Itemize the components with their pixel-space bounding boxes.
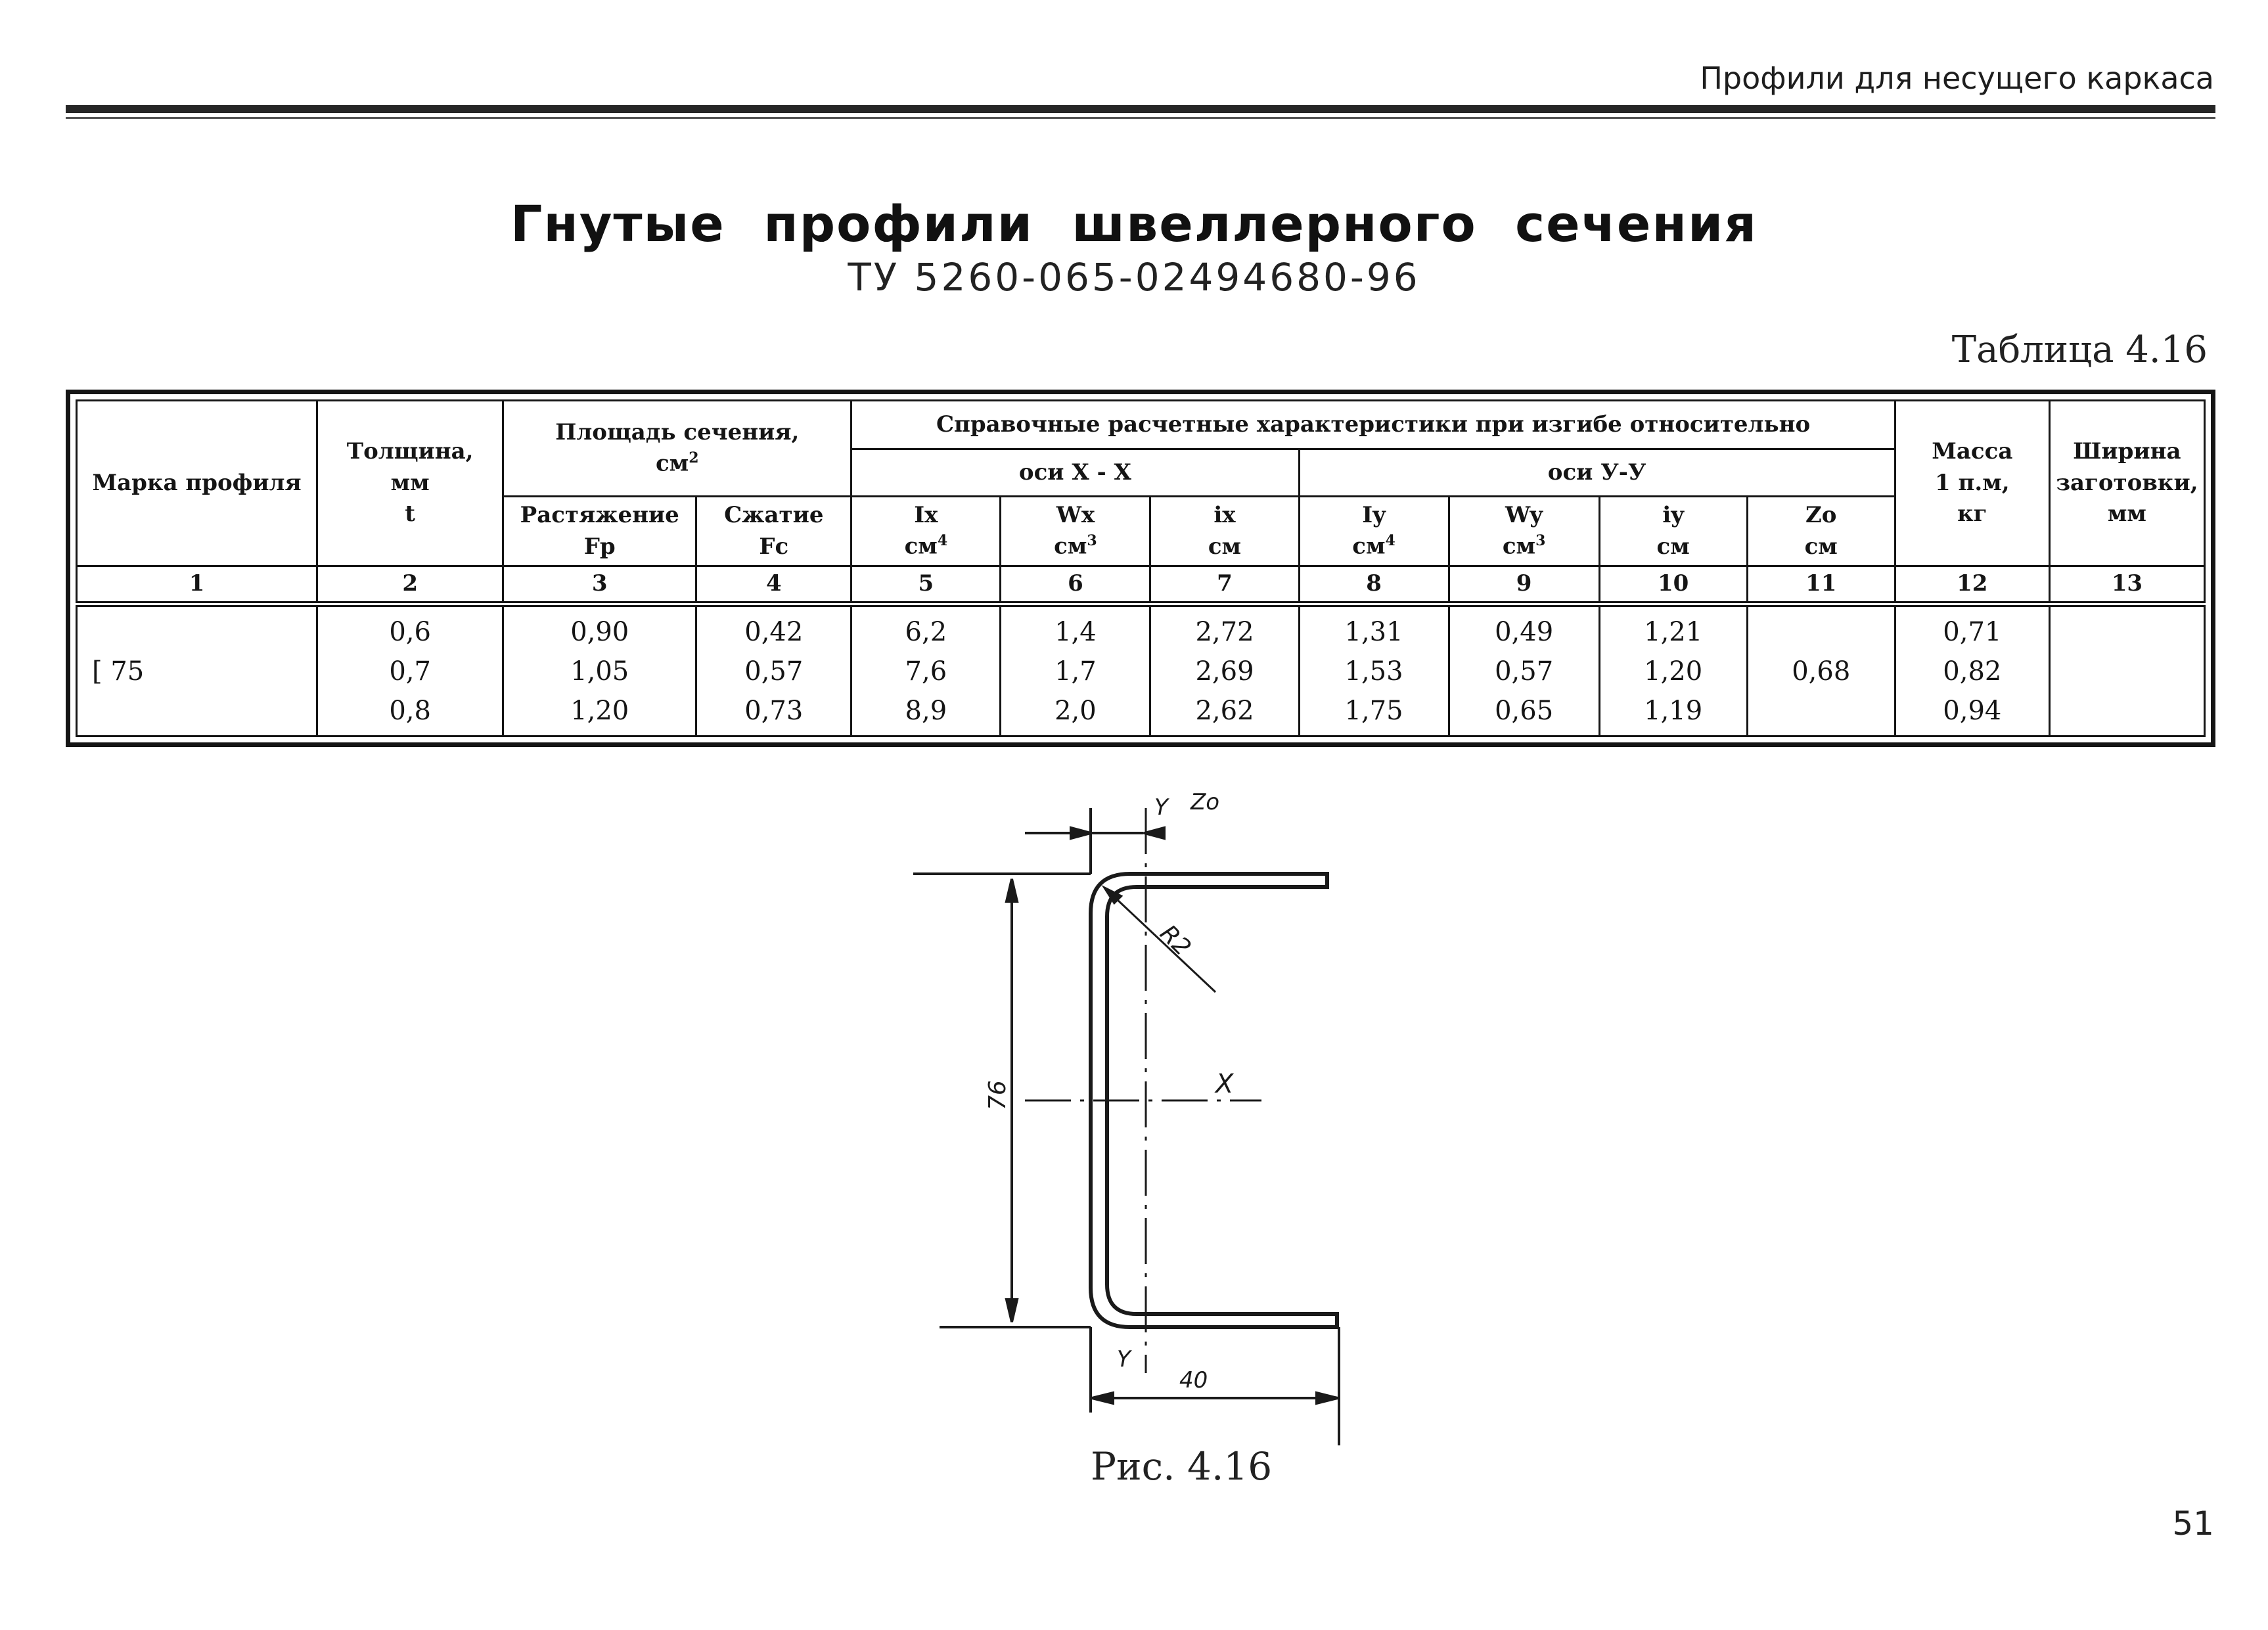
column-number: 8 (1299, 566, 1449, 604)
column-number: 5 (851, 566, 1001, 604)
header-wx: Wx $см^3$ (1001, 497, 1150, 566)
cell-zo: 0,68 (1747, 604, 1895, 736)
page-number: 51 (2172, 1505, 2214, 1543)
arrowhead (1007, 1300, 1017, 1322)
header-rule-thin (66, 117, 2215, 119)
cell-iy: 1,31 1,53 1,75 (1299, 604, 1449, 736)
header-mass: Масса 1 п.м, кг (1895, 401, 2049, 566)
table-label: Таблица 4.16 (1951, 328, 2208, 371)
cell-radius-y: 1,21 1,20 1,19 (1599, 604, 1747, 736)
header-radius-y: iy см (1599, 497, 1747, 566)
column-number: 11 (1747, 566, 1895, 604)
header-thickness: Толщина, мм t (317, 401, 503, 566)
cell-blank-width (2049, 604, 2204, 736)
header-ix: Ix $см^4$ (851, 497, 1001, 566)
column-number: 6 (1001, 566, 1150, 604)
header-iy: Iy $см^4$ (1299, 497, 1449, 566)
column-number: 10 (1599, 566, 1747, 604)
header-compression: Сжатие Fc (696, 497, 851, 566)
cell-wx: 1,4 1,7 2,0 (1001, 604, 1150, 736)
column-number: 1 (77, 566, 317, 604)
header-mark: Марка профиля (77, 401, 317, 566)
profile-spec-table (76, 399, 2206, 737)
column-number: 7 (1150, 566, 1299, 604)
figure-caption: Рис. 4.16 (1091, 1444, 1273, 1489)
standard-code: ТУ 5260-065-02494680-96 (848, 255, 1420, 300)
header-axis-y: оси У-У (1299, 449, 1895, 497)
column-number: 3 (503, 566, 696, 604)
header-blank-width: Ширина заготовки, мм (2049, 401, 2204, 566)
header-radius-x: ix см (1150, 497, 1299, 566)
page-title: Гнутые профили швеллерного сечения (510, 194, 1758, 253)
running-header: Профили для несущего каркаса (1700, 60, 2214, 96)
profile-mark: [ 75 (77, 604, 317, 736)
column-number: 2 (317, 566, 503, 604)
arrowhead (1317, 1393, 1338, 1403)
channel-profile-drawing (894, 775, 1367, 1445)
column-number: 9 (1449, 566, 1599, 604)
header-zo: Zo см (1747, 497, 1895, 566)
header-wy: Wy $см^3$ (1449, 497, 1599, 566)
zo-label: Zo (1191, 789, 1220, 815)
column-number: 13 (2049, 566, 2204, 604)
arrowhead (1145, 828, 1164, 838)
cell-thickness: 0,6 0,7 0,8 (317, 604, 503, 736)
cell-mass: 0,71 0,82 0,94 (1895, 604, 2049, 736)
header-reference-characteristics: Справочные расчетные характеристики при изгибе относительно (851, 401, 1895, 449)
header-tension: Растяжение Fp (503, 497, 696, 566)
cell-compression-area: 0,42 0,57 0,73 (696, 604, 851, 736)
table-row (77, 604, 2205, 736)
arrowhead (1007, 879, 1017, 901)
radius-label: R2 (1154, 920, 1196, 962)
cell-radius-x: 2,72 2,69 2,62 (1150, 604, 1299, 736)
arrowhead (1092, 1393, 1113, 1403)
header-rule-thick (66, 105, 2215, 113)
axis-label-y-bottom: Y (1117, 1346, 1131, 1372)
header-area: Площадь сечения, $см^2$ (503, 401, 851, 497)
cell-ix: 6,2 7,6 8,9 (851, 604, 1001, 736)
column-number: 4 (696, 566, 851, 604)
column-number: 12 (1895, 566, 2049, 604)
height-label: 76 (984, 1080, 1011, 1110)
axis-label-x: X (1215, 1069, 1234, 1099)
table-frame (66, 390, 2215, 747)
cell-wy: 0,49 0,57 0,65 (1449, 604, 1599, 736)
cell-tension-area: 0,90 1,05 1,20 (503, 604, 696, 736)
axis-label-y-top: Y (1154, 794, 1168, 821)
arrowhead (1071, 828, 1091, 838)
header-axis-x: оси X - X (851, 449, 1299, 497)
width-label: 40 (1179, 1367, 1208, 1393)
